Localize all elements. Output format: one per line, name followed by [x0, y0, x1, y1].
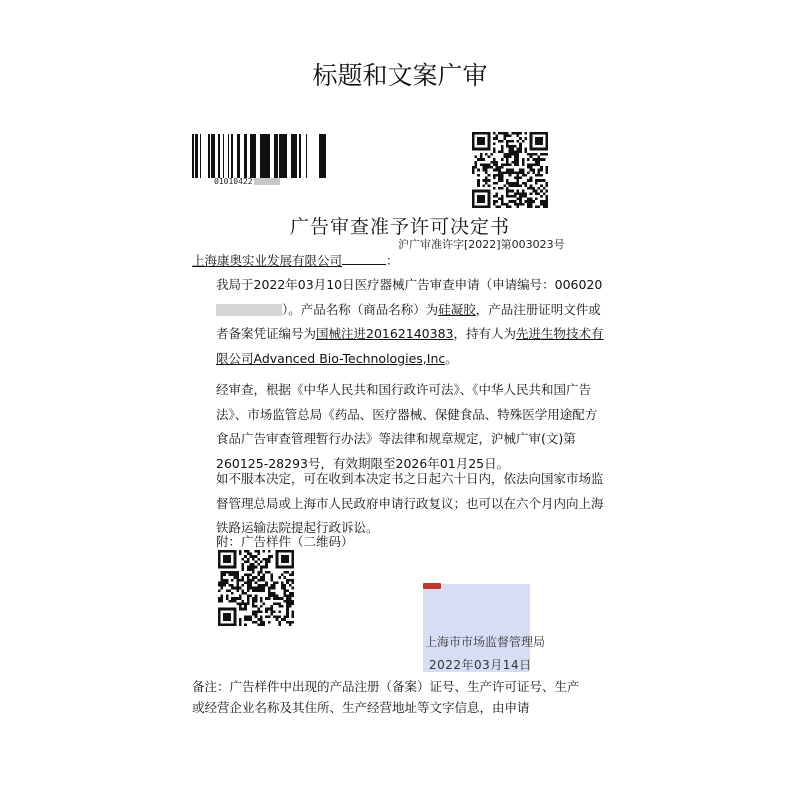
issue-date: 2022年03月14日: [429, 658, 532, 672]
registration-number: 国械注进20162140383: [316, 326, 454, 341]
para1-text-e: ，持有人为: [453, 326, 517, 341]
para2-text-c: 。: [496, 455, 510, 471]
paragraph-appeal: 如不服本决定，可在收到本决定书之日起六十日内，依法向国家市场监督管理总局或上海市人民政府申请行政复议；也可以在六个月内向上海铁路运输法院提起行政诉讼。: [216, 471, 604, 535]
holder-name: 先进生物技术有限公司Advanced Bio-Technologies,Inc: [216, 326, 604, 366]
application-number-prefix: 006020: [554, 277, 603, 292]
product-name: 硅凝胶: [438, 301, 476, 317]
addressee-blank: [342, 250, 386, 265]
barcode-number: [214, 177, 280, 186]
barcode: [192, 134, 326, 178]
barcode-number-masked: [254, 178, 280, 185]
barcode-number-text: 01010422: [214, 177, 253, 186]
application-number-masked: [216, 304, 282, 316]
issuing-authority: 上海市市场监督管理局: [425, 635, 546, 649]
paragraph-application: [192, 273, 606, 371]
addressee-company: 上海康奥实业发展有限公司: [192, 253, 343, 268]
para1-text-a: 我局于2022年03月10日医疗器械广告审查申请（申请编号：: [216, 277, 555, 292]
valid-until: 2026年01月25日: [395, 455, 497, 471]
seal-tag-icon: [423, 583, 441, 589]
para2-text-a: 经审查，根据《中华人民共和国行政许可法》、《中华人民共和国广告法》、市场监管总局《药品、医疗器械、保健食品、特殊医学用途配方食品广告审查管理暂行办法》等法律和规章规定，沪械广审(文)第: [216, 382, 598, 446]
document-title: 广告审查准予许可决定书: [289, 216, 510, 238]
addressee-suffix: ：: [386, 253, 399, 268]
page-title: 标题和文案广审: [312, 61, 488, 90]
attachment-label: 附：广告样件（二维码）: [216, 534, 354, 549]
paragraph-review: [192, 378, 606, 476]
remarks-note: 备注：广告样件中出现的产品注册（备案）证号、生产许可证号、生产或经营企业名称及其住所、生产经营地址等文字信息，由申请: [192, 679, 580, 715]
para1-text-f: 。: [445, 350, 458, 366]
addressee-line: [192, 249, 582, 274]
permit-number: 沪广审准许字[2022]第003023号: [398, 238, 565, 251]
para1-text-c: ）。产品名称（商品名称）为: [282, 301, 439, 317]
ad-approval-number: 260125-28293: [216, 455, 308, 471]
ad-sample-qr-code-icon[interactable]: [218, 550, 294, 626]
qr-code-icon[interactable]: [472, 132, 548, 208]
para1-text-d: ，产品注册证明文件或者备案凭证编号为: [216, 301, 601, 341]
para2-text-b: 号，有效期限至: [308, 455, 396, 471]
